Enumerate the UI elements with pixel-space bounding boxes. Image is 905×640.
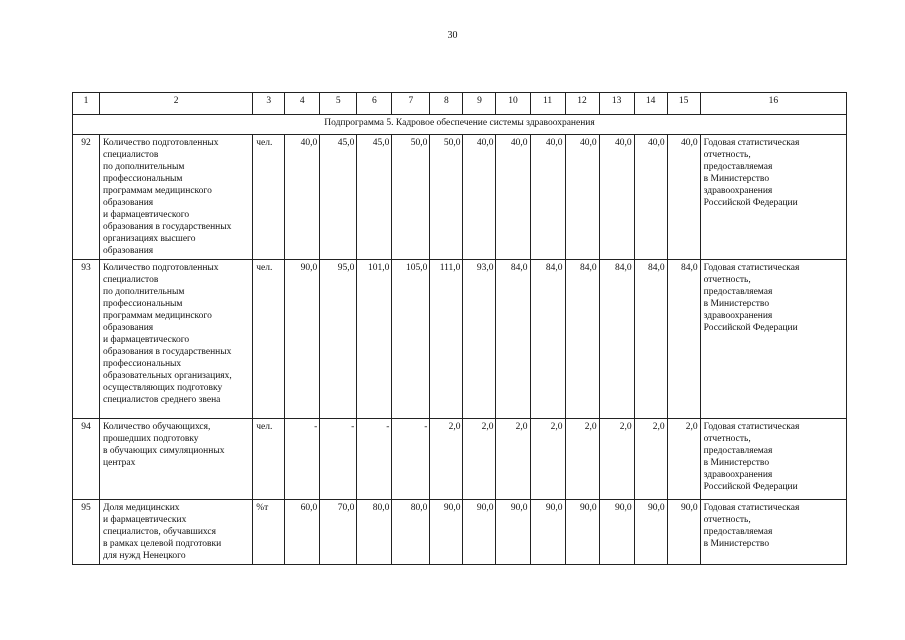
value-cell: 84,0 xyxy=(496,260,530,419)
value-cell: 90,0 xyxy=(530,500,565,565)
value-cell: 40,0 xyxy=(285,135,320,260)
value-cell: 105,0 xyxy=(392,260,430,419)
header-row xyxy=(73,93,847,115)
value-cell: 40,0 xyxy=(530,135,565,260)
section-title: Подпрограмма 5. Кадровое обеспечение системы здравоохранения xyxy=(73,115,847,135)
page-number: 30 xyxy=(447,30,458,41)
value-cell: 40,0 xyxy=(496,135,530,260)
value-cell: 2,0 xyxy=(496,419,530,500)
value-cell: 90,0 xyxy=(463,500,496,565)
value-cell: 50,0 xyxy=(430,135,463,260)
value-cell: 50,0 xyxy=(392,135,430,260)
value-cell: - xyxy=(285,419,320,500)
unit-cell: чел. xyxy=(253,419,285,500)
section-row xyxy=(73,115,847,135)
value-cell: 93,0 xyxy=(463,260,496,419)
header-cell: 3 xyxy=(253,93,285,115)
table-row xyxy=(73,260,847,419)
value-cell: 2,0 xyxy=(565,419,599,500)
value-cell: 90,0 xyxy=(599,500,634,565)
value-cell: 2,0 xyxy=(599,419,634,500)
value-cell: 45,0 xyxy=(320,135,357,260)
row-number: 92 xyxy=(73,135,100,260)
value-cell: 111,0 xyxy=(430,260,463,419)
value-cell: 40,0 xyxy=(565,135,599,260)
indicator-name: Количество обучающихся, прошедших подготовку в обучающих симуляционных центрах xyxy=(100,419,253,500)
source-cell: Годовая статистическая отчетность, предоставляемая в Министерство здравоохранения Российской Федерации xyxy=(700,419,846,500)
value-cell: 90,0 xyxy=(667,500,700,565)
value-cell: 2,0 xyxy=(634,419,667,500)
unit-cell: чел. xyxy=(253,260,285,419)
unit-cell: чел. xyxy=(253,135,285,260)
table-row xyxy=(73,500,847,565)
unit-cell: %т xyxy=(253,500,285,565)
header-cell: 16 xyxy=(700,93,846,115)
source-cell: Годовая статистическая отчетность, предоставляемая в Министерство здравоохранения Российской Федерации xyxy=(700,135,846,260)
row-number: 95 xyxy=(73,500,100,565)
source-cell: Годовая статистическая отчетность, предоставляемая в Министерство xyxy=(700,500,846,565)
source-cell: Годовая статистическая отчетность, предоставляемая в Министерство здравоохранения Российской Федерации xyxy=(700,260,846,419)
value-cell: 2,0 xyxy=(430,419,463,500)
table-row xyxy=(73,419,847,500)
indicator-table xyxy=(72,92,847,565)
header-cell: 8 xyxy=(430,93,463,115)
row-number: 93 xyxy=(73,260,100,419)
value-cell: 84,0 xyxy=(634,260,667,419)
value-cell: 84,0 xyxy=(530,260,565,419)
value-cell: 70,0 xyxy=(320,500,357,565)
value-cell: 2,0 xyxy=(667,419,700,500)
table-row xyxy=(73,135,847,260)
value-cell: - xyxy=(357,419,392,500)
value-cell: 101,0 xyxy=(357,260,392,419)
value-cell: 90,0 xyxy=(496,500,530,565)
value-cell: 95,0 xyxy=(320,260,357,419)
header-cell: 7 xyxy=(392,93,430,115)
value-cell: 84,0 xyxy=(599,260,634,419)
value-cell: - xyxy=(392,419,430,500)
header-cell: 11 xyxy=(530,93,565,115)
header-cell: 9 xyxy=(463,93,496,115)
header-cell: 15 xyxy=(667,93,700,115)
value-cell: 45,0 xyxy=(357,135,392,260)
value-cell: 90,0 xyxy=(430,500,463,565)
indicator-name: Количество подготовленных специалистов по дополнительным профессиональным программам медицинского образования и фармацевтического образования в государственных организациях высшего образования xyxy=(100,135,253,260)
header-cell: 2 xyxy=(100,93,253,115)
value-cell: 40,0 xyxy=(463,135,496,260)
header-cell: 12 xyxy=(565,93,599,115)
header-cell: 4 xyxy=(285,93,320,115)
header-cell: 6 xyxy=(357,93,392,115)
header-cell: 14 xyxy=(634,93,667,115)
value-cell: 60,0 xyxy=(285,500,320,565)
row-number: 94 xyxy=(73,419,100,500)
value-cell: 84,0 xyxy=(667,260,700,419)
header-cell: 13 xyxy=(599,93,634,115)
indicator-name: Количество подготовленных специалистов по дополнительным профессиональным программам медицинского образования и фармацевтического образования в государственных профессиональных образовательных организациях, осуществляющих подготовку специалистов среднего звена xyxy=(100,260,253,419)
value-cell: - xyxy=(320,419,357,500)
value-cell: 2,0 xyxy=(530,419,565,500)
value-cell: 90,0 xyxy=(285,260,320,419)
value-cell: 40,0 xyxy=(599,135,634,260)
value-cell: 90,0 xyxy=(565,500,599,565)
value-cell: 80,0 xyxy=(357,500,392,565)
value-cell: 90,0 xyxy=(634,500,667,565)
indicator-name: Доля медицинских и фармацевтических специалистов, обучавшихся в рамках целевой подготовки для нужд Ненецкого xyxy=(100,500,253,565)
header-cell: 1 xyxy=(73,93,100,115)
value-cell: 40,0 xyxy=(667,135,700,260)
value-cell: 84,0 xyxy=(565,260,599,419)
value-cell: 2,0 xyxy=(463,419,496,500)
header-cell: 5 xyxy=(320,93,357,115)
value-cell: 80,0 xyxy=(392,500,430,565)
header-cell: 10 xyxy=(496,93,530,115)
value-cell: 40,0 xyxy=(634,135,667,260)
